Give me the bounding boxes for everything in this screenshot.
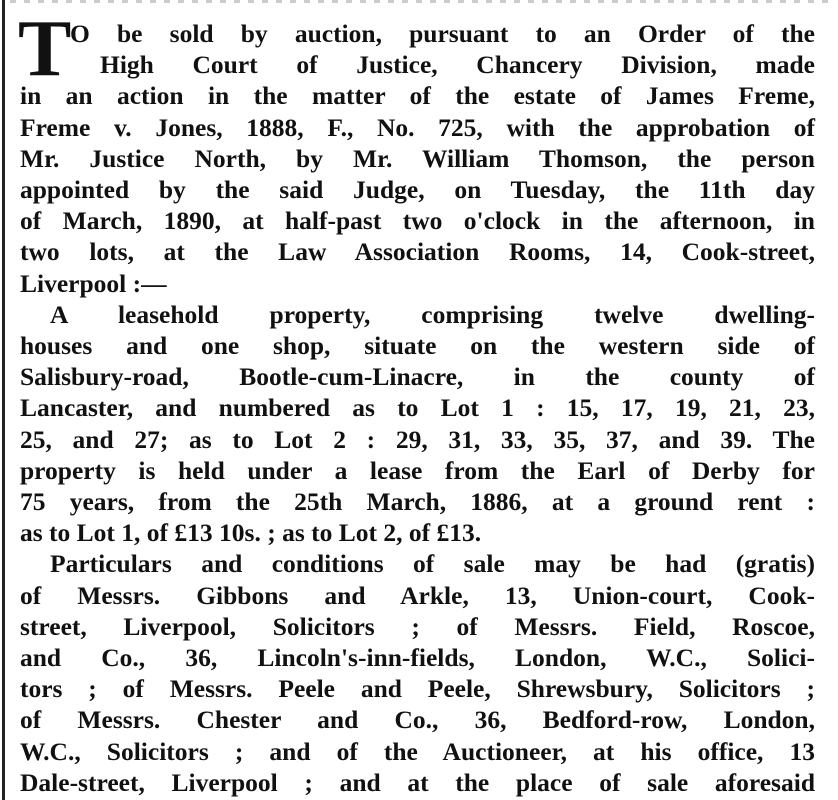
- text-line-content: Freme v. Jones, 1888, F., No. 725, with the approbation of: [20, 112, 815, 142]
- text-line: [20, 455, 815, 486]
- text-line-content: tors ; of Messrs. Peele and Peele, Shrewsbury, Solicitors ;: [20, 674, 815, 704]
- text-line: [50, 548, 815, 579]
- text-line: [20, 642, 815, 673]
- text-line: [20, 80, 815, 111]
- text-line-content: Liverpool :—: [20, 268, 167, 298]
- text-line-content: appointed by the said Judge, on Tuesday, the 11th day: [20, 175, 815, 204]
- text-line-content: Salisbury-road, Bootle-cum-Linacre, in the county of: [20, 362, 815, 392]
- text-line: [20, 112, 815, 143]
- text-line: [20, 361, 815, 392]
- text-line-content: A leasehold property, comprising twelve dwelling-: [50, 299, 815, 329]
- text-line: [20, 205, 815, 236]
- text-line-content: Particulars and conditions of sale may be had (gratis): [50, 549, 815, 579]
- text-line-content: houses and one shop, situate on the western side of: [20, 331, 815, 360]
- text-line: [20, 580, 815, 611]
- text-line-content: as to Lot 1, of £13 10s. ; as to Lot 2, of £13.: [20, 518, 482, 548]
- text-line-content: two lots, at the Law Association Rooms, 14, Cook-street,: [20, 237, 815, 267]
- column-rule: [2, 0, 5, 800]
- text-line: [20, 268, 815, 299]
- top-border-fragment: [10, 0, 828, 3]
- text-line-content: O be sold by auction, pursuant to an Order of the: [70, 19, 815, 48]
- drop-cap: T: [18, 5, 72, 93]
- text-line-content: in an action in the matter of the estate of James Freme,: [20, 81, 815, 111]
- text-line: [20, 143, 815, 174]
- text-line-content: of Messrs. Gibbons and Arkle, 13, Union-court, Cook-: [20, 580, 815, 610]
- text-line-content: property is held under a lease from the Earl of Derby for: [20, 455, 815, 485]
- text-line: [20, 673, 815, 704]
- text-line: [100, 49, 815, 80]
- text-line-content: Lancaster, and numbered as to Lot 1 : 15, 17, 19, 21, 23,: [20, 393, 815, 423]
- text-line-content: High Court of Justice, Chancery Division, made: [100, 50, 815, 80]
- text-line-content: and Co., 36, Lincoln's-inn-fields, London, W.C., Solici-: [20, 643, 815, 672]
- text-line: [20, 767, 815, 798]
- text-line-content: of Messrs. Chester and Co., 36, Bedford-row, London,: [20, 705, 815, 735]
- text-line: [20, 486, 815, 517]
- text-line-content: street, Liverpool, Solicitors ; of Messrs. Field, Roscoe,: [20, 611, 815, 641]
- text-line: [20, 174, 815, 205]
- text-line-content: 25, and 27; as to Lot 2 : 29, 31, 33, 35, 37, and 39. The: [20, 424, 815, 454]
- text-line-content: of March, 1890, at half-past two o'clock in the afternoon, in: [20, 206, 815, 236]
- text-line: [20, 424, 815, 455]
- text-line-content: Mr. Justice North, by Mr. William Thomson, the person: [20, 143, 815, 173]
- text-line-content: W.C., Solicitors ; and of the Auctioneer, at his office, 13: [20, 736, 815, 766]
- text-line: [20, 392, 815, 423]
- text-line-content: Dale-street, Liverpool ; and at the place of sale aforesaid: [20, 767, 815, 797]
- text-line: [20, 736, 815, 767]
- text-line: [20, 517, 815, 548]
- text-line: [20, 704, 815, 735]
- text-line: [70, 18, 815, 49]
- text-line: [20, 611, 815, 642]
- text-line: [20, 236, 815, 267]
- text-line: [50, 299, 815, 330]
- text-line: [20, 330, 815, 361]
- text-line-content: 75 years, from the 25th March, 1886, at a ground rent :: [20, 487, 815, 516]
